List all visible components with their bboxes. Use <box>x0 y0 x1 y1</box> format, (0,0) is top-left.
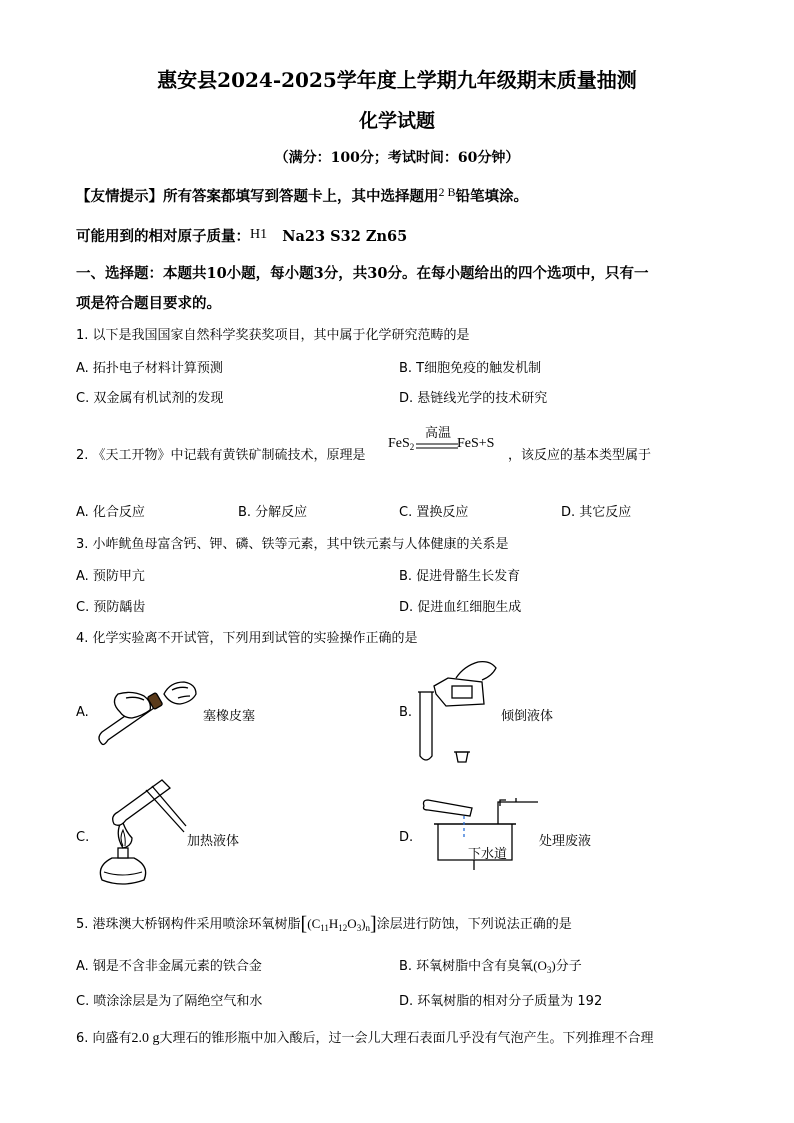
q4-option-d-label: 处理废液 <box>539 834 592 849</box>
q5-formula-o-sub: 3 <box>356 923 362 933</box>
exam-info: （满分：100分；考试时间：60分钟） <box>274 150 520 166</box>
q4-option-c-letter: C. <box>76 830 90 845</box>
q2-stem-prefix: 2. 《天工开物》中记载有黄铁矿制硫技术，原理是 <box>76 448 366 463</box>
q5-stem <box>76 913 572 936</box>
q4-option-d-letter: D. <box>399 830 414 845</box>
friendly-tip <box>76 185 528 206</box>
q4-option-d-inner: 下水道 <box>468 847 508 862</box>
section1-line1: 一、选择题：本题共10小题，每小题3分，共30分。在每小题给出的四个选项中，只有一 <box>76 265 649 282</box>
q5-option-b-formula: O <box>537 958 547 973</box>
atomic-mass-h: H1 <box>250 227 268 242</box>
q2-reaction-equals <box>416 443 458 449</box>
q2-stem-suffix: ，该反应的基本类型属于 <box>508 448 652 463</box>
q3-option-c: C. 预防龋齿 <box>76 600 146 615</box>
q5-option-c: C. 喷涂涂层是为了隔绝空气和水 <box>76 994 263 1009</box>
q5-formula-o: O <box>347 916 357 931</box>
q5-option-b-suffix: 分子 <box>555 959 582 974</box>
q4-option-b-label: 倾倒液体 <box>501 709 554 724</box>
q5-bracket-close: ] <box>370 913 377 935</box>
exam-title: 惠安县2024-2025学年度上学期九年级期末质量抽测 <box>157 68 637 92</box>
q5-formula-c: C <box>311 916 321 931</box>
pour-liquid-illustration <box>412 656 502 766</box>
q3-stem: 3. 小岞鱿鱼母富含钙、钾、磷、铁等元素，其中铁元素与人体健康的关系是 <box>76 537 509 552</box>
q4-option-a-letter: A. <box>76 705 89 720</box>
q2-reactant-sub: 2 <box>409 442 415 452</box>
q4-option-a-label: 塞橡皮塞 <box>203 709 256 724</box>
q6-stem <box>76 1027 654 1047</box>
q5-formula-n-sub: n <box>365 923 371 933</box>
q5-option-b: B. 环氧树脂中含有臭氧$(O_3)$分子 <box>399 958 582 975</box>
q3-option-d: D. 促进血红细胞生成 <box>399 600 522 615</box>
q5-formula: $(C_{11}H_{12}O_3)_n$ <box>307 916 371 933</box>
q2-option-d: D. 其它反应 <box>561 505 632 520</box>
q5-option-d: D. 环氧树脂的相对分子质量为 192 <box>399 994 603 1009</box>
q2-reactant-text: FeS <box>388 436 410 451</box>
heat-liquid-illustration <box>92 776 188 892</box>
q2-products: FeS+S <box>457 436 495 451</box>
q2-option-a: A. 化合反应 <box>76 505 145 520</box>
q1-option-c: C. 双金属有机试剂的发现 <box>76 391 224 406</box>
q1-stem: 1. 以下是我国国家自然科学奖获奖项目，其中属于化学研究范畴的是 <box>76 328 470 343</box>
q3-option-b: B. 促进骨骼生长发育 <box>399 569 521 584</box>
tip-prefix: 【友情提示】所有答案都填写到答题卡上，其中选择题用 <box>76 188 439 205</box>
q3-option-a: A. 预防甲亢 <box>76 569 145 584</box>
q5-formula-h-sub: 12 <box>338 923 348 933</box>
q1-option-b: B. T细胞免疫的触发机制 <box>399 361 542 376</box>
q5-option-b-prefix: B. 环氧树脂中含有臭氧 <box>399 959 534 974</box>
q5-stem-suffix: 涂层进行防蚀，下列说法正确的是 <box>376 917 572 932</box>
q4-stem: 4. 化学实验离不开试管，下列用到试管的实验操作正确的是 <box>76 631 418 646</box>
tip-pencil: 2 B <box>438 185 456 199</box>
q4-option-c-label: 加热液体 <box>187 834 240 849</box>
q1-option-d: D. 悬链线光学的技术研究 <box>399 391 548 406</box>
q6-stem-prefix: 6. 向盛有 <box>76 1031 132 1046</box>
q5-formula-h: H <box>328 916 339 931</box>
q2-option-b: B. 分解反应 <box>238 505 308 520</box>
q1-option-a: A. 拓扑电子材料计算预测 <box>76 361 223 376</box>
atomic-mass-others: Na23 S32 Zn65 <box>282 228 408 245</box>
q5-formula-c-sub: 11 <box>320 923 329 933</box>
q4-option-b-letter: B. <box>399 705 413 720</box>
q6-mass: 2.0 g <box>131 1031 160 1046</box>
atomic-mass-line <box>76 225 407 246</box>
insert-stopper-illustration <box>92 672 202 750</box>
section1-line2: 项是符合题目要求的。 <box>76 295 221 312</box>
q5-option-b-sub: 3 <box>546 965 552 975</box>
atomic-mass-label: 可能用到的相对原子质量： <box>76 228 250 245</box>
q5-stem-prefix: 5. 港珠澳大桥钢构件采用喷涂环氧树脂 <box>76 917 301 932</box>
q5-bracket-open: [ <box>300 913 308 935</box>
q2-option-c: C. 置换反应 <box>399 505 469 520</box>
q6-stem-suffix: 大理石的锥形瓶中加入酸后，过一会儿大理石表面几乎没有气泡产生。下列推理不合理 <box>159 1031 654 1046</box>
subject-title: 化学试题 <box>358 110 435 132</box>
q2-condition: 高温 <box>425 426 452 441</box>
q5-option-a: A. 钢是不含非金属元素的铁合金 <box>76 959 262 974</box>
tip-suffix: 铅笔填涂。 <box>455 188 529 205</box>
q2-reactant <box>388 436 414 452</box>
